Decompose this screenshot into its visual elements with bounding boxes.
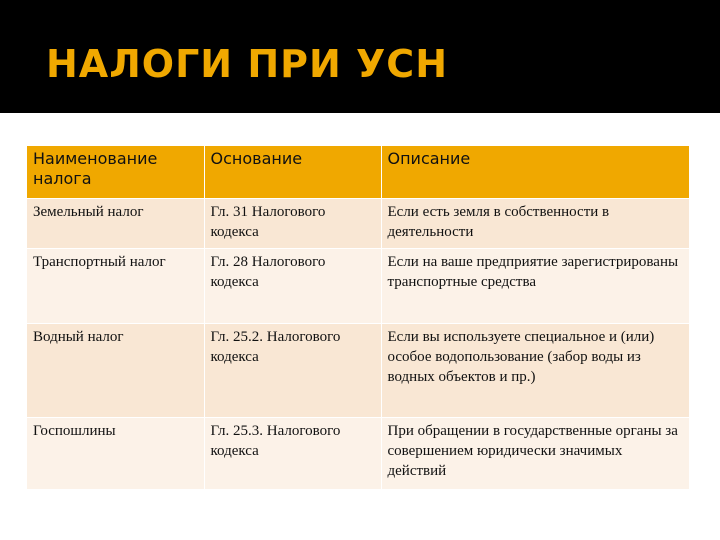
- cell-description: При обращении в государственные органы за совершением юридически значимых действий: [381, 418, 689, 490]
- cell-basis: Гл. 31 Налогового кодекса: [204, 199, 381, 249]
- cell-description: Если на ваше предприятие зарегистрированы транспортные средства: [381, 249, 689, 324]
- cell-basis: Гл. 25.2. Налогового кодекса: [204, 324, 381, 418]
- table-row: [27, 418, 689, 490]
- page-title: НАЛОГИ ПРИ УСН: [46, 42, 448, 86]
- cell-tax-name: Транспортный налог: [27, 249, 204, 324]
- cell-tax-name: Земельный налог: [27, 199, 204, 249]
- cell-description: Если есть земля в собственности в деятельности: [381, 199, 689, 249]
- tax-table: [27, 146, 690, 490]
- cell-tax-name: Водный налог: [27, 324, 204, 418]
- title-bar: [0, 0, 720, 113]
- cell-description: Если вы используете специальное и (или) особое водопользование (забор воды из водных объектов и пр.): [381, 324, 689, 418]
- table-header-row: [27, 146, 689, 199]
- cell-tax-name: Госпошлины: [27, 418, 204, 490]
- header-tax-name: Наименование налога: [27, 146, 204, 199]
- cell-basis: Гл. 28 Налогового кодекса: [204, 249, 381, 324]
- header-basis: Основание: [204, 146, 381, 199]
- table-row: [27, 324, 689, 418]
- table-row: [27, 249, 689, 324]
- table-row: [27, 199, 689, 249]
- header-description: Описание: [381, 146, 689, 199]
- cell-basis: Гл. 25.3. Налогового кодекса: [204, 418, 381, 490]
